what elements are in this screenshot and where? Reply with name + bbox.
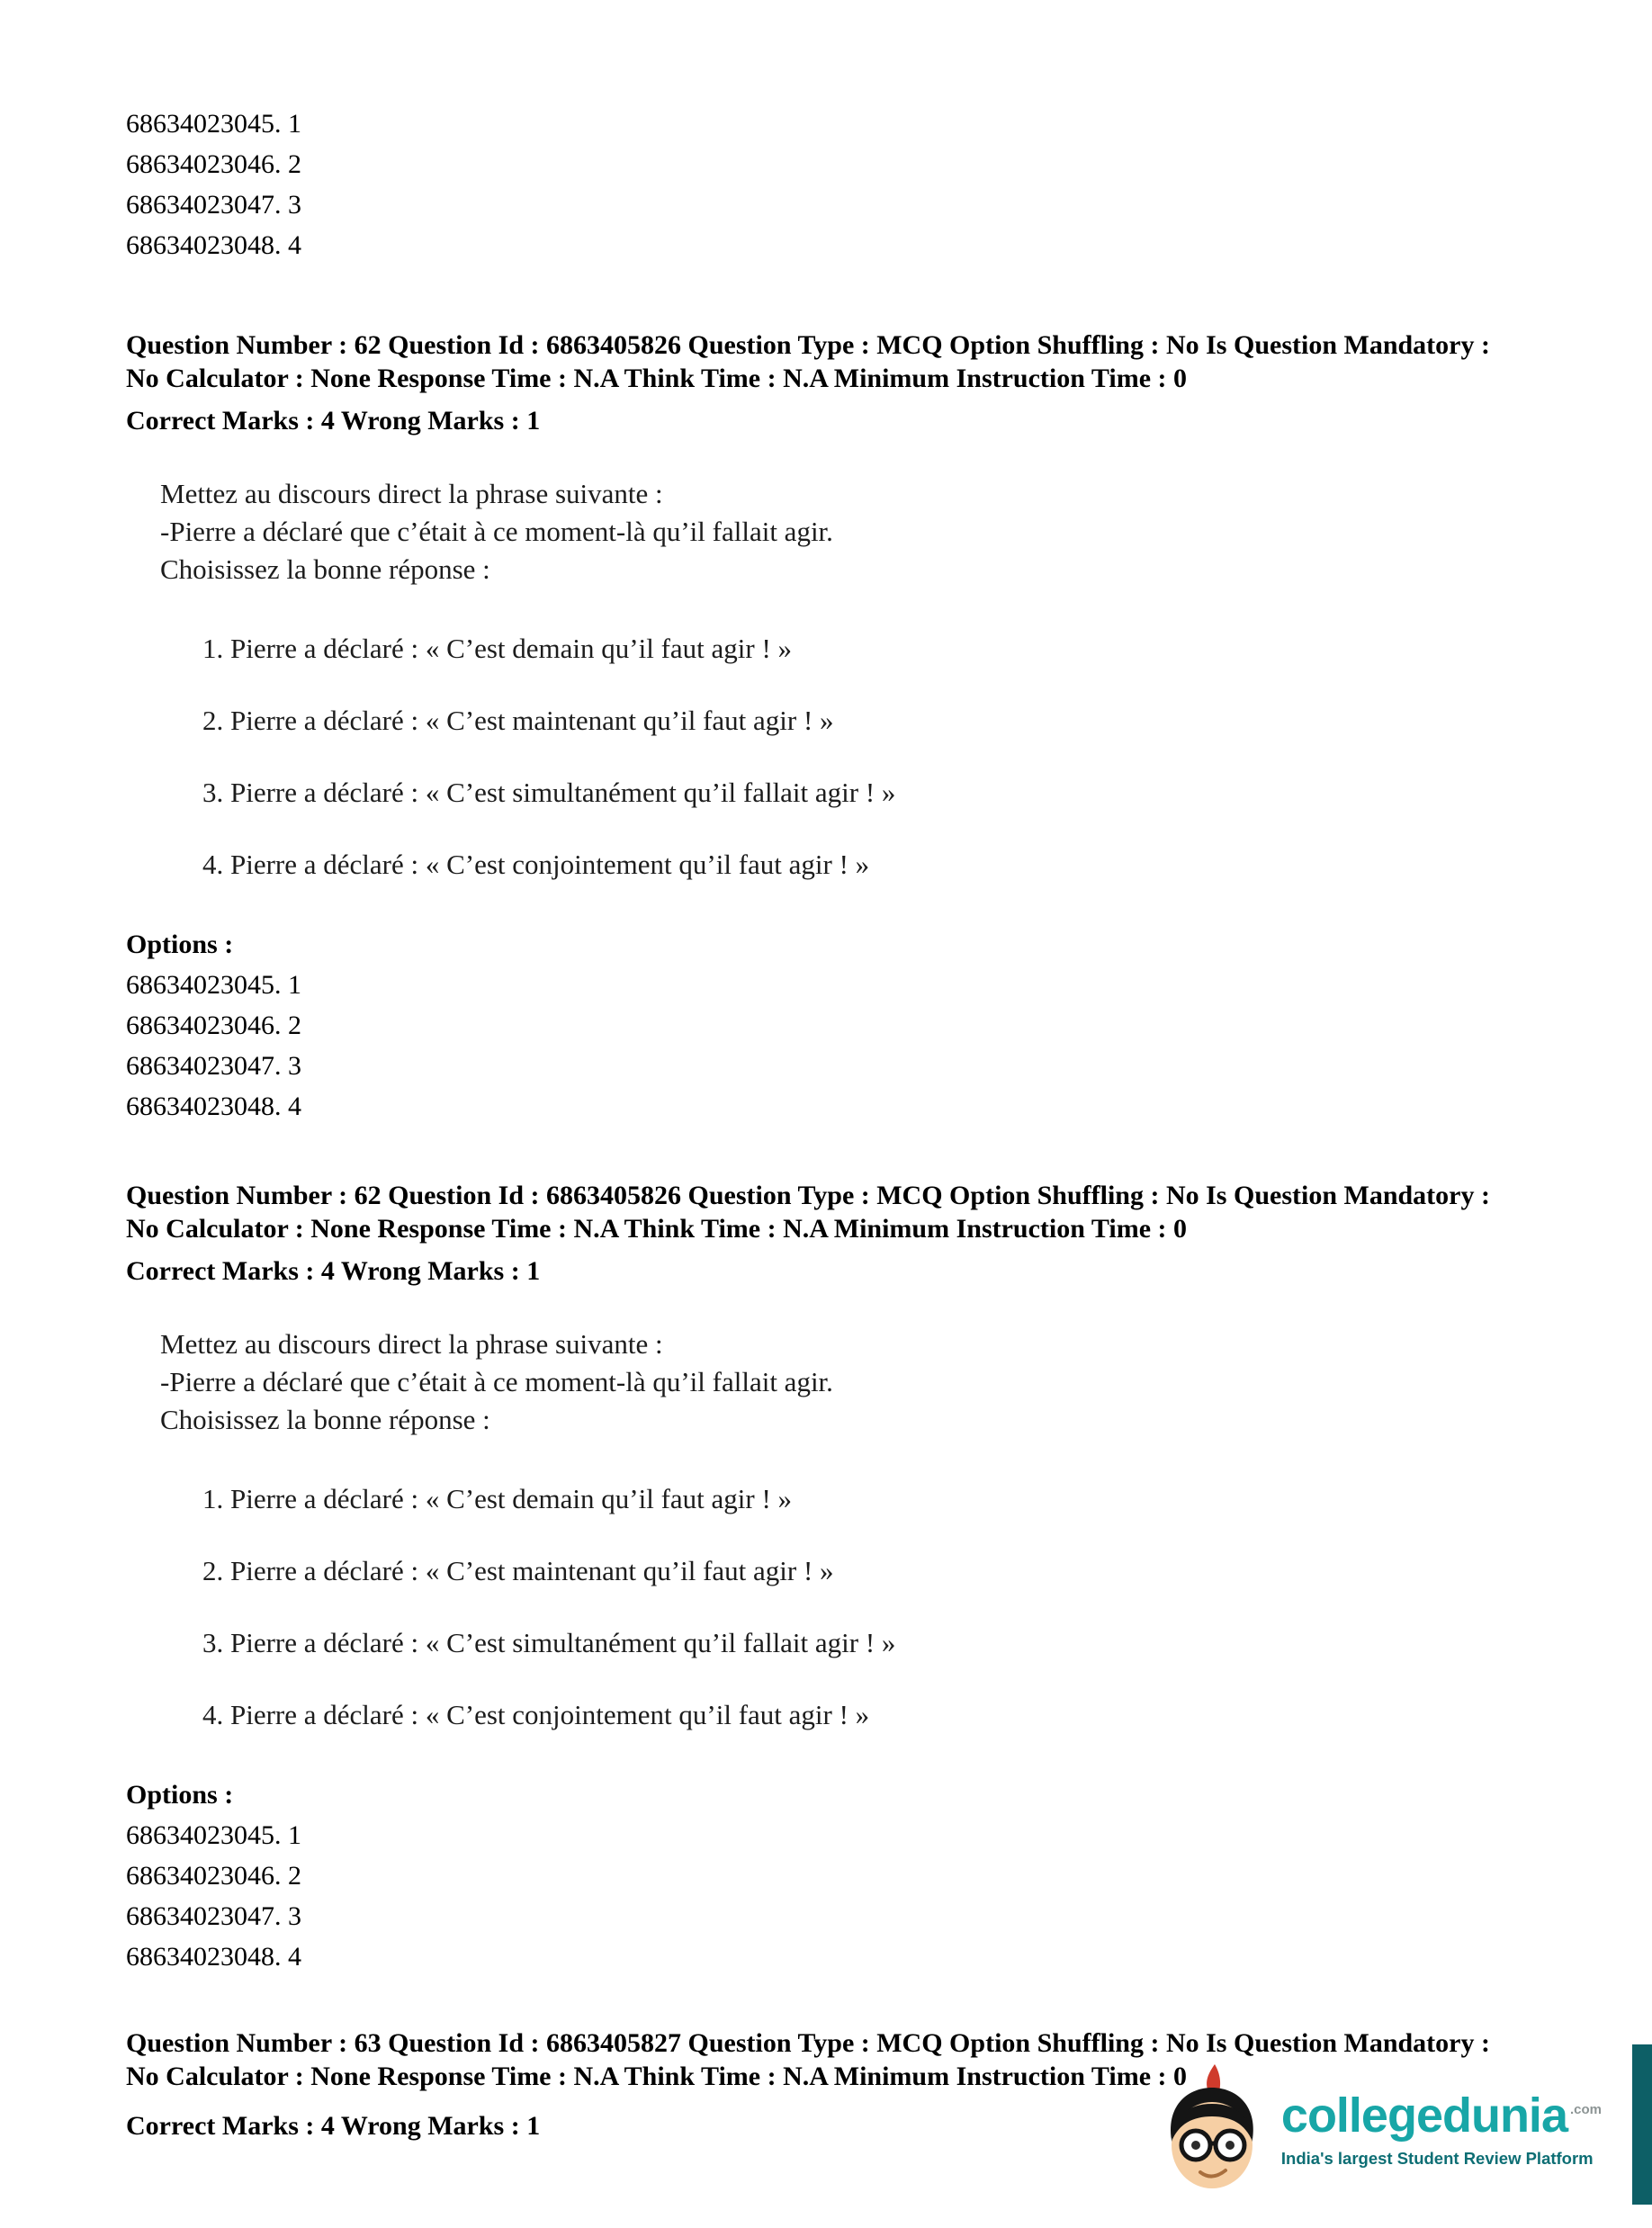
question-text-image <box>160 1325 1620 1734</box>
question-meta-line1: Question Number : 63 Question Id : 6863405827 Question Type : MCQ Option Shuffling : No Is Question Mandatory : <box>126 2028 1490 2058</box>
question-block-62-first <box>126 328 1620 1127</box>
option-line: 68634023045. 1 <box>126 970 301 1000</box>
choice-line: 1. Pierre a déclaré : « C’est demain qu’il faut agir ! » <box>202 633 793 664</box>
option-line: 68634023048. 4 <box>126 1092 301 1121</box>
question-meta <box>126 1179 1620 1245</box>
question-meta <box>126 328 1620 395</box>
question-stem-line: Mettez au discours direct la phrase suivante : <box>160 1328 663 1360</box>
option-line: 68634023046. 2 <box>126 1861 301 1891</box>
question-stem-line: Choisissez la bonne réponse : <box>160 553 490 585</box>
collegedunia-logo <box>1159 2062 1602 2197</box>
carryover-option-line: 68634023048. 4 <box>126 230 301 260</box>
option-line: 68634023046. 2 <box>126 1011 301 1040</box>
brand-text <box>1281 2091 1602 2169</box>
brand-tld: .com <box>1569 2102 1602 2117</box>
option-line: 68634023048. 4 <box>126 1942 301 1972</box>
choice-line: 4. Pierre a déclaré : « C’est conjointement qu’il faut agir ! » <box>202 1699 870 1730</box>
choice-line: 3. Pierre a déclaré : « C’est simultanément qu’il fallait agir ! » <box>202 1627 896 1658</box>
carryover-options-list <box>126 103 1620 265</box>
option-line: 68634023045. 1 <box>126 1820 301 1850</box>
choice-line: 1. Pierre a déclaré : « C’est demain qu’il faut agir ! » <box>202 1483 793 1514</box>
question-text-image <box>160 475 1620 884</box>
mascot-icon <box>1159 2062 1265 2197</box>
option-line: 68634023047. 3 <box>126 1901 301 1931</box>
question-meta-line2: No Calculator : None Response Time : N.A Think Time : N.A Minimum Instruction Time : 0 <box>126 364 1187 393</box>
question-marks: Correct Marks : 4 Wrong Marks : 1 <box>126 2111 541 2141</box>
question-meta-line1: Question Number : 62 Question Id : 6863405826 Question Type : MCQ Option Shuffling : No Is Question Mandatory : <box>126 330 1490 360</box>
question-block-62-second <box>126 1179 1620 1977</box>
question-stem-line: Choisissez la bonne réponse : <box>160 1404 490 1435</box>
question-stem-line: -Pierre a déclaré que c’était à ce moment-là qu’il fallait agir. <box>160 516 833 547</box>
question-meta-line2: No Calculator : None Response Time : N.A Think Time : N.A Minimum Instruction Time : 0 <box>126 1214 1187 1244</box>
brand-name: collegedunia $^{.com}$ <box>1280 2089 1602 2143</box>
question-stem-line: -Pierre a déclaré que c’était à ce moment-là qu’il fallait agir. <box>160 1366 833 1397</box>
document-content <box>126 103 1620 2143</box>
choice-line: 2. Pierre a déclaré : « C’est maintenant qu’il faut agir ! » <box>202 705 834 736</box>
question-stem-line: Mettez au discours direct la phrase suivante : <box>160 478 663 509</box>
carryover-option-line: 68634023046. 2 <box>126 149 301 179</box>
question-marks: Correct Marks : 4 Wrong Marks : 1 <box>126 406 541 436</box>
right-edge-ribbon <box>1632 2044 1652 2205</box>
carryover-option-line: 68634023047. 3 <box>126 190 301 220</box>
option-line: 68634023047. 3 <box>126 1051 301 1081</box>
question-marks: Correct Marks : 4 Wrong Marks : 1 <box>126 1256 541 1286</box>
choice-line: 4. Pierre a déclaré : « C’est conjointement qu’il faut agir ! » <box>202 849 870 880</box>
options-label: Options : <box>126 930 234 959</box>
options-label: Options : <box>126 1780 234 1810</box>
question-meta-line1: Question Number : 62 Question Id : 6863405826 Question Type : MCQ Option Shuffling : No Is Question Mandatory : <box>126 1181 1490 1210</box>
choice-line: 2. Pierre a déclaré : « C’est maintenant qu’il faut agir ! » <box>202 1555 834 1586</box>
options-list <box>126 1815 1620 1977</box>
options-list <box>126 965 1620 1127</box>
choice-line: 3. Pierre a déclaré : « C’est simultanément qu’il fallait agir ! » <box>202 777 896 808</box>
question-meta-line2: No Calculator : None Response Time : N.A Think Time : N.A Minimum Instruction Time : 0 <box>126 2062 1187 2091</box>
carryover-option-line: 68634023045. 1 <box>126 109 301 139</box>
brand-tagline: India's largest Student Review Platform <box>1280 2149 1594 2168</box>
